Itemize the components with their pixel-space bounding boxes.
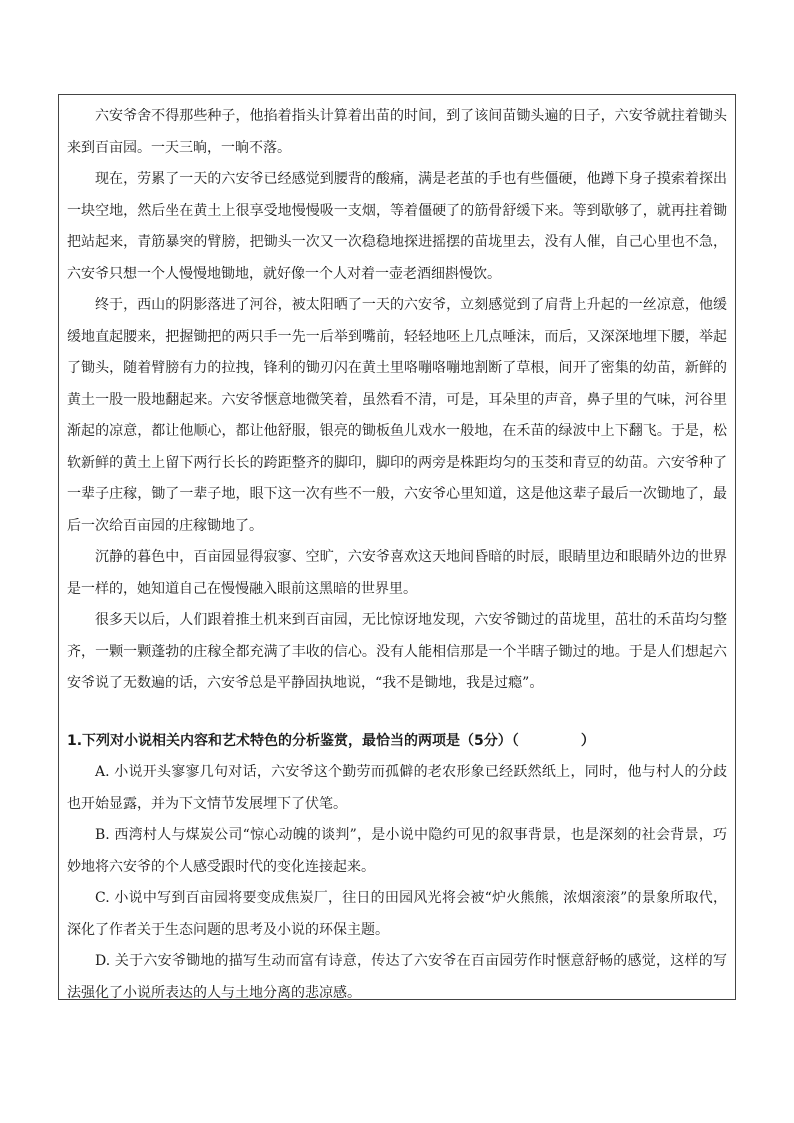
passage-paragraph-5: 很多天以后，人们跟着推土机来到百亩园，无比惊讶地发现，六安爷锄过的苗垅里，茁壮的禾苗均匀整齐，一颗一颗蓬勃的庄稼全都充满了丰收的信心。没有人能相信那是一个半瞎子锄过的地。于是人们想起六安爷说了无数遍的话，六安爷总是平静固执地说，“我不是锄地，我是过瘾”。 <box>67 612 727 691</box>
question-close-paren: ） <box>580 732 595 749</box>
option-b: B. 西湾村人与煤炭公司“惊心动魄的谈判”，是小说中隐约可见的叙事背景，也是深刻的社会背景，巧妙地将六安爷的个人感受跟时代的变化连接起来。 <box>67 827 727 875</box>
option-a: A. 小说开头寥寥几句对话，六安爷这个勤劳而孤僻的老农形象已经跃然纸上，同时，他与村人的分歧也开始显露，并为下文情节发展埋下了伏笔。 <box>67 764 727 812</box>
question-text: 1.下列对小说相关内容和艺术特色的分析鉴赏，最恰当的两项是（5分）（ <box>67 732 519 749</box>
passage-paragraph-3: 终于，西山的阴影落进了河谷，被太阳晒了一天的六安爷，立刻感觉到了肩背上升起的一丝凉意，他缓缓地直起腰来，把握锄把的两只手一先一后举到嘴前，轻轻地呸上几点唾沫，而后，又深深地埋下腰，举起了锄头，随着臂膀有力的拉拽，锋利的锄刃闪在黄土里咯嘣咯嘣地割断了草根，间开了密集的幼苗，新鲜的黄土一股一股地翻起来。六安爷惬意地微笑着，虽然看不清，可是，耳朵里的声音，鼻子里的气味，河谷里渐起的凉意，都让他顺心，都让他舒服，银亮的锄板鱼儿戏水一般地，在禾苗的绿波中上下翻飞。于是，松软新鲜的黄土上留下两行长长的跨距整齐的脚印，脚印的两旁是株距均匀的玉茭和青豆的幼苗。六安爷种了一辈子庄稼，锄了一辈子地，眼下这一次有些不一般，六安爷心里知道，这是他这辈子最后一次锄地了，最后一次给百亩园的庄稼锄地了。 <box>67 297 727 534</box>
question-stem <box>67 726 727 758</box>
option-d: D. 关于六安爷锄地的描写生动而富有诗意，传达了六安爷在百亩园劳作时惬意舒畅的感觉，这样的写法强化了小说所表达的人与土地分离的悲凉感。 <box>67 953 727 1001</box>
passage-paragraph-4: 沉静的暮色中，百亩园显得寂寥、空旷，六安爷喜欢这天地间昏暗的时辰，眼睛里边和眼睛外边的世界是一样的，她知道自己在慢慢融入眼前这黑暗的世界里。 <box>67 549 727 597</box>
section-gap <box>67 700 727 726</box>
passage-paragraph-2: 现在，劳累了一天的六安爷已经感觉到腰背的酸痛，满是老茧的手也有些僵硬，他蹲下身子摸索着探出一块空地，然后坐在黄土上很享受地慢慢吸一支烟，等着僵硬了的筋骨舒缓下来。等到歇够了，就再拄着锄把站起来，青筋暴突的臂膀，把锄头一次又一次稳稳地探进摇摆的苗垅里去，没有人催，自己心里也不急，六安爷只想一个人慢慢地锄地，就好像一个人对着一壶老酒细斟慢饮。 <box>67 171 727 282</box>
passage-paragraph-1: 六安爷舍不得那些种子，他掐着指头计算着出苗的时间，到了该间苗锄头遍的日子，六安爷就拄着锄头来到百亩园。一天三晌，一晌不落。 <box>67 108 727 156</box>
option-c: C. 小说中写到百亩园将要变成焦炭厂，往日的田园风光将会被“炉火熊熊，浓烟滚滚”的景象所取代，深化了作者关于生态问题的思考及小说的环保主题。 <box>67 890 727 938</box>
document-frame <box>58 94 736 1000</box>
